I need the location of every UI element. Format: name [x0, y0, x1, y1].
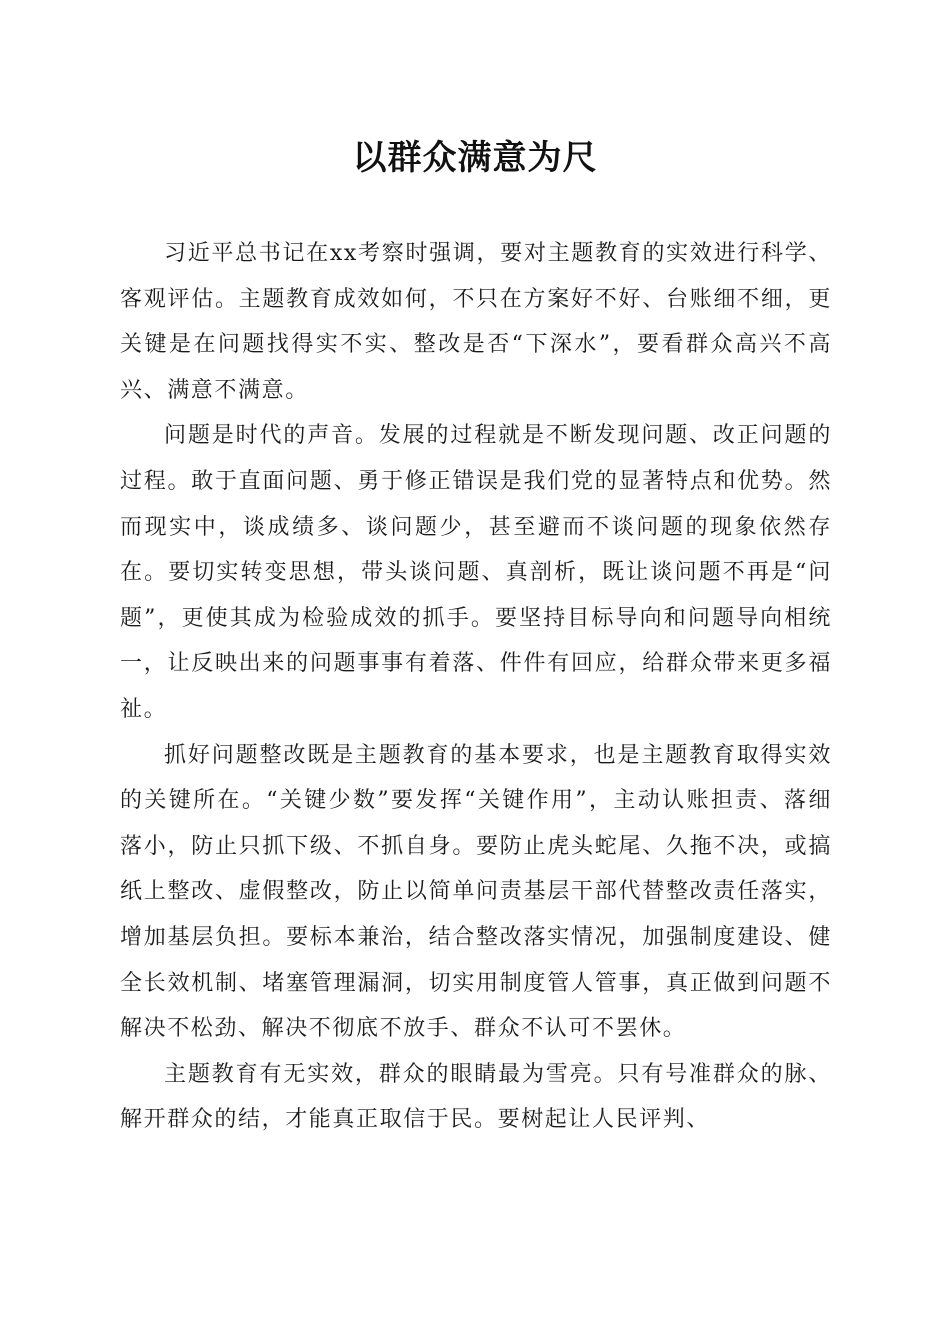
paragraph-2: 问题是时代的声音。发展的过程就是不断发现问题、改正问题的过程。敢于直面问题、勇于修正错误是我们党的显著特点和优势。然而现实中，谈成绩多、谈问题少，甚至避而不谈问题的现象依然存在。要切实转变思想，带头谈问题、真剖析，既让谈问题不再是“问题”，更使其成为检验成效的抓手。要坚持目标导向和问题导向相统一，让反映出来的问题事事有着落、件件有回应，给群众带来更多福祉。	[120, 423, 832, 722]
paragraph-4: 主题教育有无实效，群众的眼睛最为雪亮。只有号准群众的脉、解开群众的结，才能真正取信于民。要树起让人民评判、	[120, 1061, 832, 1133]
paragraph-1: 习近平总书记在xx考察时强调，要对主题教育的实效进行科学、客观评估。主题教育成效如何，不只在方案好不好、台账细不细，更关键是在问题找得实不实、整改是否“下深水”，要看群众高兴不高兴、满意不满意。	[120, 241, 832, 403]
document-body	[120, 231, 832, 1143]
document-title: 以群众满意为尺	[352, 138, 598, 178]
paragraph-3: 抓好问题整改既是主题教育的基本要求，也是主题教育取得实效的关键所在。“关键少数”要发挥“关键作用”，主动认账担责、落细落小，防止只抓下级、不抓自身。要防止虎头蛇尾、久拖不决，或搞纸上整改、虚假整改，防止以简单问责基层干部代替整改责任落实，增加基层负担。要标本兼治，结合整改落实情况，加强制度建设、健全长效机制、堵塞管理漏洞，切实用制度管人管事，真正做到问题不解决不松劲、解决不彻底不放手、群众不认可不罢休。	[120, 742, 832, 1042]
